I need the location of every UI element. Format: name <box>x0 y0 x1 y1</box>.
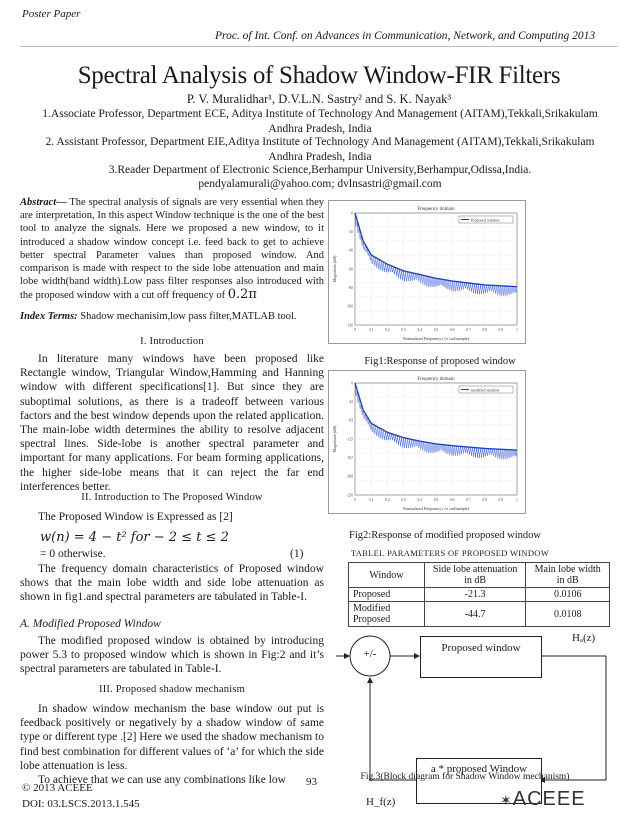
parameters-table <box>348 562 610 627</box>
table-header-cell: Side lobe attenuation in dB <box>424 563 526 588</box>
table-cell: -44.7 <box>424 602 526 627</box>
y-axis-label: Magnitude (dB) <box>332 425 337 453</box>
y-tick-label: -83 <box>348 418 353 423</box>
frequency-text: The frequency domain characteristics of Proposed window shows that the main lobe width and side lobe attenuation as shown in fig1.and spectral parameters are tabulated in Table-I. <box>20 563 324 604</box>
affiliation-2: 2. Assistant Professor, Department EIE,Aditya Institute of Technology And Management (AITAM),Tekkali,Srikakulam Andhra Pradesh, India <box>45 136 595 163</box>
y-tick-label: -167 <box>346 455 353 460</box>
x-tick-label: 0.2 <box>385 498 390 502</box>
figure-2 <box>328 370 526 514</box>
y-tick-label: -120 <box>346 323 353 328</box>
y-tick-label: 0 <box>351 211 353 216</box>
footer-copyright: © 2013 ACEEE <box>22 782 93 794</box>
shadow-window-block-label: a * proposed Window <box>430 763 528 775</box>
table-cell: -21.3 <box>424 588 526 602</box>
table-cell: Modified Proposed <box>349 602 425 627</box>
x-tick-label: 0.8 <box>482 328 487 332</box>
proposed-window-block-label: Proposed window <box>441 642 521 654</box>
modified-paragraph <box>20 634 324 677</box>
x-tick-label: 0.8 <box>482 498 487 502</box>
x-tick-label: 0.7 <box>466 498 471 502</box>
x-tick-label: 0.9 <box>498 498 504 502</box>
x-axis-label: Normalized Frequency (×π rad/sample) <box>402 336 470 341</box>
x-tick-label: 0.4 <box>417 498 423 502</box>
subsection-heading-modified: A. Modified Proposed Window <box>20 618 161 630</box>
figure-3-caption: Fig.3(Block diagram for Shadow Window mechanism) <box>360 772 570 782</box>
table-caption: TABLEI. PARAMETERS OF PROPOSED WINDOW <box>350 548 550 558</box>
y-tick-label: -20 <box>348 229 353 234</box>
table-header-cell: Main lobe width in dB <box>526 563 610 588</box>
x-tick-label: 0.3 <box>401 498 406 502</box>
y-tick-label: -250 <box>346 493 353 498</box>
y-tick-label: -60 <box>348 267 353 272</box>
x-axis-label: Normalized Frequency (×π rad/sample) <box>402 506 470 511</box>
legend-label: modified window <box>471 387 500 393</box>
x-tick-label: 0 <box>354 498 356 502</box>
y-tick-label: -80 <box>348 285 353 290</box>
legend-label: Proposed window <box>471 217 500 223</box>
figure-2-caption: Fig2:Response of modified proposed window <box>349 530 541 541</box>
shadow-text-1: In shadow window mechanism the base window out put is feedback positively or negatively by a shadow window of same type or different type .[2] Here we used the shadow mechanism to find best combination for different values of ‘a’ for which the side lobe attenuation is less. <box>20 703 324 772</box>
intro-paragraph <box>20 352 324 494</box>
logo-text: ACEEE <box>512 788 586 810</box>
x-tick-label: 0.3 <box>401 328 406 332</box>
x-tick-label: 1 <box>516 328 518 332</box>
affiliation-3: 3.Reader Department of Electronic Science,Berhampur University,Berhampur,Odissa,India. <box>108 164 532 176</box>
table-row <box>349 602 610 627</box>
index-terms-text: Shadow mechanisim,low pass filter,MATLAB tool. <box>80 311 297 322</box>
feedback-transfer-label: H_f(z) <box>366 796 396 808</box>
x-tick-label: 0.6 <box>449 498 455 502</box>
figure-1-plot <box>329 201 525 343</box>
frequency-paragraph <box>20 562 324 605</box>
y-tick-label: -40 <box>348 248 353 253</box>
window-equation: w(n) = 4 − t² for − 2 ≤ t ≤ 2 <box>40 530 229 545</box>
proposed-intro <box>20 510 324 524</box>
x-tick-label: 0.2 <box>385 328 390 332</box>
table-row <box>349 588 610 602</box>
shadow-paragraph <box>20 702 324 787</box>
x-tick-label: 0.9 <box>498 328 504 332</box>
x-tick-label: 0.5 <box>433 328 439 332</box>
page-number: 93 <box>306 776 317 788</box>
star-icon: ✶ <box>500 792 513 808</box>
proceedings-header: Proc. of Int. Conf. on Advances in Communication, Network, and Computing 2013 <box>215 30 596 42</box>
y-tick-label: 0 <box>351 381 353 386</box>
plot-title: Frequency domain <box>417 207 455 212</box>
x-tick-label: 0.5 <box>433 498 439 502</box>
shadow-text-2: To achieve that we can use any combinations like low <box>38 774 286 787</box>
y-tick-label: -42 <box>348 399 353 404</box>
paper-authors: P. V. Muralidhar¹, D.V.L.N. Sastry² and S. K. Nayak³ <box>186 92 452 106</box>
section-heading-shadow: III. Proposed shadow mechanism <box>99 684 245 695</box>
table-cell: 0.0106 <box>526 588 610 602</box>
aceee-logo <box>500 788 586 811</box>
header-divider <box>20 46 618 47</box>
equation-number: (1) <box>290 548 304 560</box>
equation-otherwise: = 0 otherwise. <box>40 548 106 560</box>
poster-label: Poster Paper <box>22 8 81 20</box>
figure-1 <box>328 200 526 344</box>
abstract <box>20 196 324 303</box>
intro-text: In literature many windows have been proposed like Rectangle window, Triangular Window,Hamming and Hanning window with different specifications[1]. But since they are suboptimal solutions, as there is a tradeoff between various factors and the best window depends upon the related application. The main-lobe width determines the ability to resolve adjacent spectral lines. Side-lobe is another spectral parameter and important for many applications. For beam forming applications, the higher side-lobe means that it can reject the far end interferences better. <box>20 353 324 493</box>
x-tick-label: 0.1 <box>368 328 374 332</box>
section-heading-proposed: II. Introduction to The Proposed Window <box>81 492 263 503</box>
table-header-cell: Window <box>349 563 425 588</box>
table-cell: 0.0108 <box>526 602 610 627</box>
index-terms-label: Index Terms: <box>20 311 78 322</box>
x-tick-label: 0.7 <box>466 328 471 332</box>
x-tick-label: 1 <box>516 498 518 502</box>
author-emails: pendyalamurali@yahoo.com; dvlnsastri@gmail.com <box>198 178 442 190</box>
affiliation-1: 1.Associate Professor, Department ECE, Aditya Institute of Technology And Management (AITAM),Tekkali,Srikakulam Andhra Pradesh, India <box>42 108 598 135</box>
x-tick-label: 0 <box>354 328 356 332</box>
cutoff-frequency: 0.2π <box>227 287 257 303</box>
output-transfer-label: Hₐ(z) <box>572 632 596 644</box>
figure-1-caption: Fig1:Response of proposed window <box>364 356 516 367</box>
figure-2-plot <box>329 371 525 513</box>
sum-sign-label: +/- <box>363 648 377 660</box>
proposed-window-block <box>420 636 542 678</box>
modified-text: The modified proposed window is obtained by introducing power 5.3 to proposed window which is shown in Fig:2 and it’s spectral parameters are tabulated in Table-I. <box>20 635 324 676</box>
table-cell: Proposed <box>349 588 425 602</box>
plot-title: Frequency domain <box>417 377 455 382</box>
index-terms <box>20 310 324 324</box>
y-tick-label: -208 <box>346 474 353 479</box>
abstract-label: Abstract— <box>20 197 67 208</box>
abstract-text: The spectral analysis of signals are very essential when they are interpretation, In this aspect Window technique is the one of the best tool to analyze the signals. Here we proposed a new window, to it introduced a shadow window concept i.e. feed back to get to achieve better spectral Parameter values than proposed window. And comparison is made with respect to the side lobe attenuation and main lobe width(band width).Low pass filter responses also introduced with the proposed window with a cut off frequency of <box>20 197 325 302</box>
paper-title: Spectral Analysis of Shadow Window-FIR Filters <box>77 62 561 89</box>
x-tick-label: 0.1 <box>368 498 374 502</box>
footer-doi: DOI: 03.LSCS.2013.1.545 <box>22 798 140 810</box>
x-tick-label: 0.4 <box>417 328 423 332</box>
y-axis-label: Magnitude (dB) <box>332 255 337 283</box>
section-heading-intro: I. Introduction <box>140 336 204 347</box>
proposed-intro-text: The Proposed Window is Expressed as [2] <box>38 511 233 523</box>
y-tick-label: -100 <box>346 304 353 309</box>
x-tick-label: 0.6 <box>449 328 455 332</box>
table-header-row <box>349 563 610 588</box>
y-tick-label: -125 <box>346 437 353 442</box>
